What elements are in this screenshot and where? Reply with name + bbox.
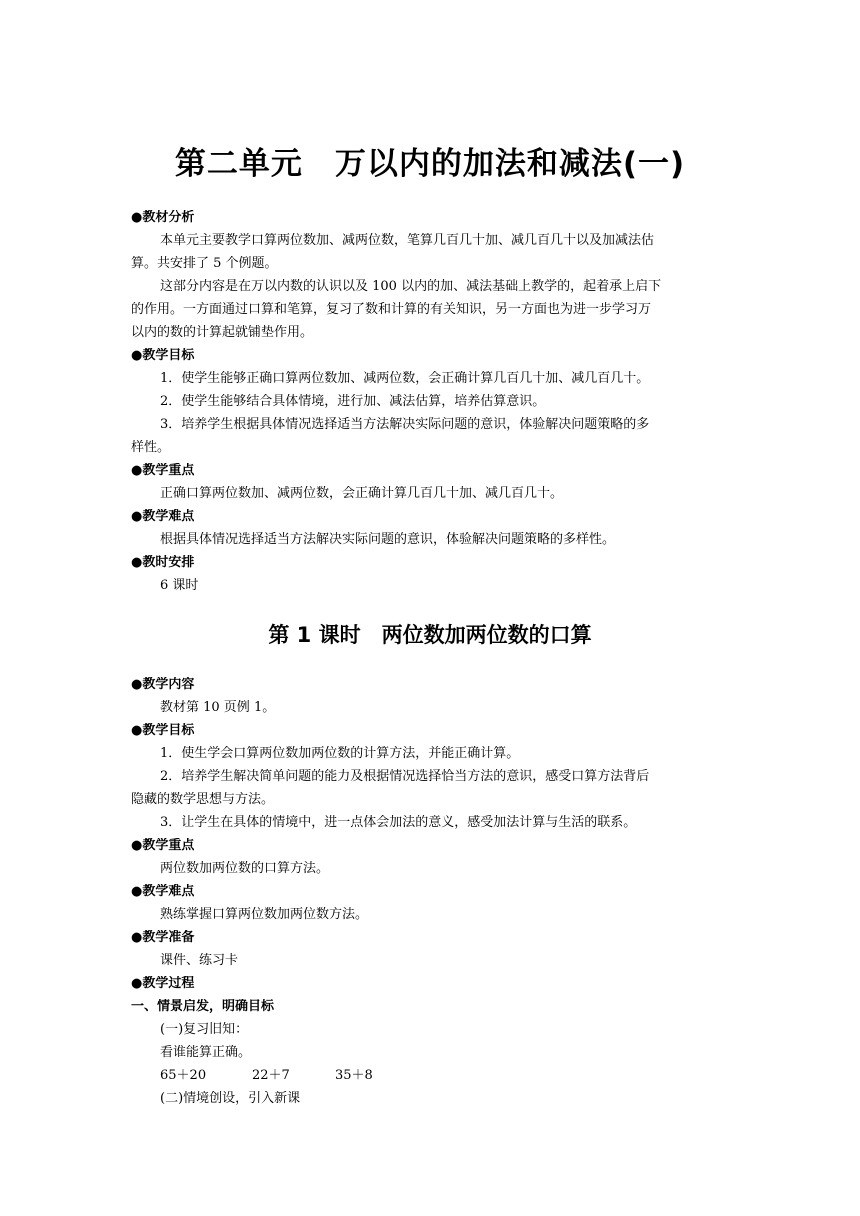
lesson-goal-2-line-2: 隐藏的数学思想与方法。 xyxy=(131,792,275,807)
lesson-key-heading: ●教学重点 xyxy=(131,838,195,853)
scenario-label: (二)情境创设，引入新课 xyxy=(160,1091,301,1106)
review-prompt: 看谁能算正确。 xyxy=(160,1045,252,1060)
lesson-title: 第 1 课时 两位数加两位数的口算 xyxy=(268,623,592,647)
calc-item: 22＋7 xyxy=(252,1068,290,1083)
lesson-goal-1: 1．使生学会口算两位数加两位数的计算方法，并能正确计算。 xyxy=(160,746,520,761)
lesson-prep-text: 课件、练习卡 xyxy=(160,953,239,968)
calc-item: 35＋8 xyxy=(335,1068,373,1083)
unit-difficulty-heading: ●教学难点 xyxy=(131,509,195,524)
analysis-paragraph-2-line-2: 的作用。一方面通过口算和笔算，复习了数和计算的有关知识，另一方面也为进一步学习万 xyxy=(131,302,652,317)
lesson-goal-2-line-1: 2．培养学生解决简单问题的能力及根据情况选择恰当方法的意识，感受口算方法背后 xyxy=(160,769,650,784)
lesson-process-heading: ●教学过程 xyxy=(131,976,195,991)
lesson-step-1-heading: 一、情景启发，明确目标 xyxy=(131,999,275,1014)
unit-title: 第二单元 万以内的加法和减法(一) xyxy=(174,146,686,182)
analysis-paragraph-1-line-1: 本单元主要教学口算两位数加、减两位数，笔算几百几十加、减几百几十以及加减法估 xyxy=(160,233,655,248)
unit-goals-heading: ●教学目标 xyxy=(131,348,195,363)
analysis-paragraph-2-line-3: 以内的数的计算起就铺垫作用。 xyxy=(131,325,314,340)
unit-goal-2: 2．使学生能够结合具体情境，进行加、减法估算，培养估算意识。 xyxy=(160,394,546,409)
review-label: (一)复习旧知： xyxy=(160,1022,249,1037)
analysis-paragraph-1-line-2: 算。共安排了 5 个例题。 xyxy=(131,256,278,271)
lesson-prep-heading: ●教学准备 xyxy=(131,930,195,945)
review-calculations xyxy=(160,1068,732,1084)
unit-key-heading: ●教学重点 xyxy=(131,463,195,478)
unit-key-text: 正确口算两位数加、减两位数，会正确计算几百几十加、减几百几十。 xyxy=(160,486,564,501)
calc-item: 65＋20 xyxy=(160,1068,207,1083)
lesson-content-heading: ●教学内容 xyxy=(131,677,195,692)
unit-schedule-text: 6 课时 xyxy=(160,578,199,593)
unit-goal-1: 1．使学生能够正确口算两位数加、减两位数，会正确计算几百几十加、减几百几十。 xyxy=(160,371,650,386)
lesson-difficulty-text: 熟练掌握口算两位数加两位数方法。 xyxy=(160,907,369,922)
analysis-paragraph-2-line-1: 这部分内容是在万以内数的认识以及 100 以内的加、减法基础上教学的，起着承上启下 xyxy=(160,279,662,294)
unit-goal-3-line-2: 样性。 xyxy=(131,440,171,455)
lesson-difficulty-heading: ●教学难点 xyxy=(131,884,195,899)
unit-difficulty-text: 根据具体情况选择适当方法解决实际问题的意识，体验解决问题策略的多样性。 xyxy=(160,532,616,547)
lesson-content-text: 教材第 10 页例 1。 xyxy=(160,700,276,715)
lesson-key-text: 两位数加两位数的口算方法。 xyxy=(160,861,330,876)
analysis-heading: ●教材分析 xyxy=(131,210,195,225)
unit-goal-3-line-1: 3．培养学生根据具体情况选择适当方法解决实际问题的意识，体验解决问题策略的多 xyxy=(160,417,650,432)
lesson-goals-heading: ●教学目标 xyxy=(131,723,195,738)
unit-schedule-heading: ●教时安排 xyxy=(131,555,195,570)
lesson-goal-3: 3．让学生在具体的情境中，进一点体会加法的意义，感受加法计算与生活的联系。 xyxy=(160,815,637,830)
